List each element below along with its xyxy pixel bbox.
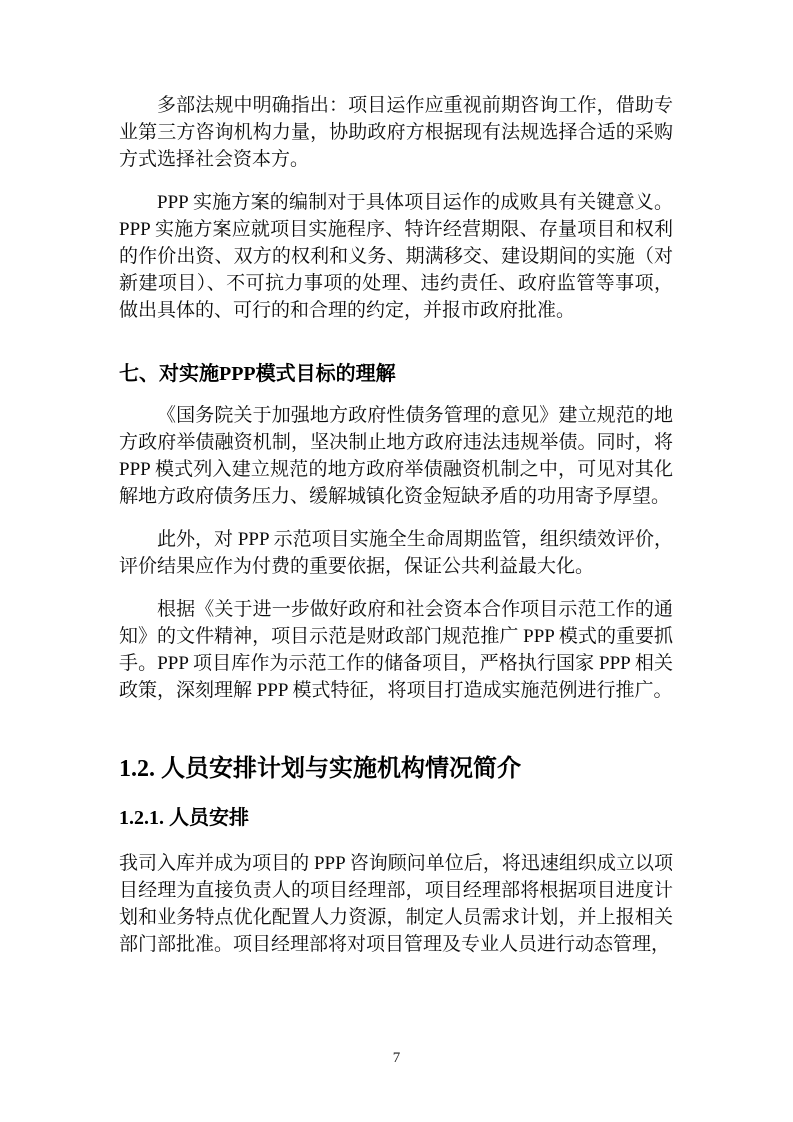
heading-section-1-2-1: 1.2.1. 人员安排	[119, 807, 249, 829]
page-number: 7	[392, 1050, 401, 1066]
paragraph-personnel-arrangement: 我司入库并成为项目的 PPP 咨询顾问单位后，将迅速组织成立以项目经理为直接负责人的项目经理部，项目经理部将根据项目进度计划和业务特点优化配置人力资源，制定人员需求计划，并上报相关部门部批准。项目经理部将对项目管理及专业人员进行动态管理，	[119, 853, 673, 955]
paragraph-legal-consulting: 多部法规中明确指出：项目运作应重视前期咨询工作，借助专业第三方咨询机构力量，协助政府方根据现有法规选择合适的采购方式选择社会资本方。	[119, 95, 673, 170]
page-content	[119, 92, 673, 974]
heading-section-1-2: 1.2. 人员安排计划与实施机构情况简介	[119, 756, 521, 782]
paragraph-lifecycle-supervision: 此外，对 PPP 示范项目实施全生命周期监管，组织绩效评价，评价结果应作为付费的重要依据，保证公共利益最大化。	[119, 529, 673, 577]
paragraph-ppp-implementation-plan: PPP 实施方案的编制对于具体项目运作的成败具有关键意义。PPP 实施方案应就项目实施程序、特许经营期限、存量项目和权利的作价出资、双方的权利和义务、期满移交、建设期间的实施（对新建项目）、不可抗力事项的处理、违约责任、政府监管等事项，做出具体的、可行的和合理的约定，并报市政府批准。	[119, 192, 673, 321]
paragraph-demonstration-notice: 根据《关于进一步做好政府和社会资本合作项目示范工作的通知》的文件精神，项目示范是财政部门规范推广 PPP 模式的重要抓手。PPP 项目库作为示范工作的储备项目，严格执行国家 PPP 相关政策，深刻理解 PPP 模式特征，将项目打造成实施范例进行推广。	[119, 599, 673, 701]
heading-section-seven: 七、对实施PPP模式目标的理解	[119, 363, 396, 385]
paragraph-state-council-opinion: 《国务院关于加强地方政府性债务管理的意见》建立规范的地方政府举债融资机制，坚决制止地方政府违法违规举债。同时，将 PPP 模式列入建立规范的地方政府举债融资机制之中，可见对其化解地方政府债务压力、缓解城镇化资金短缺矛盾的功用寄予厚望。	[119, 405, 673, 507]
